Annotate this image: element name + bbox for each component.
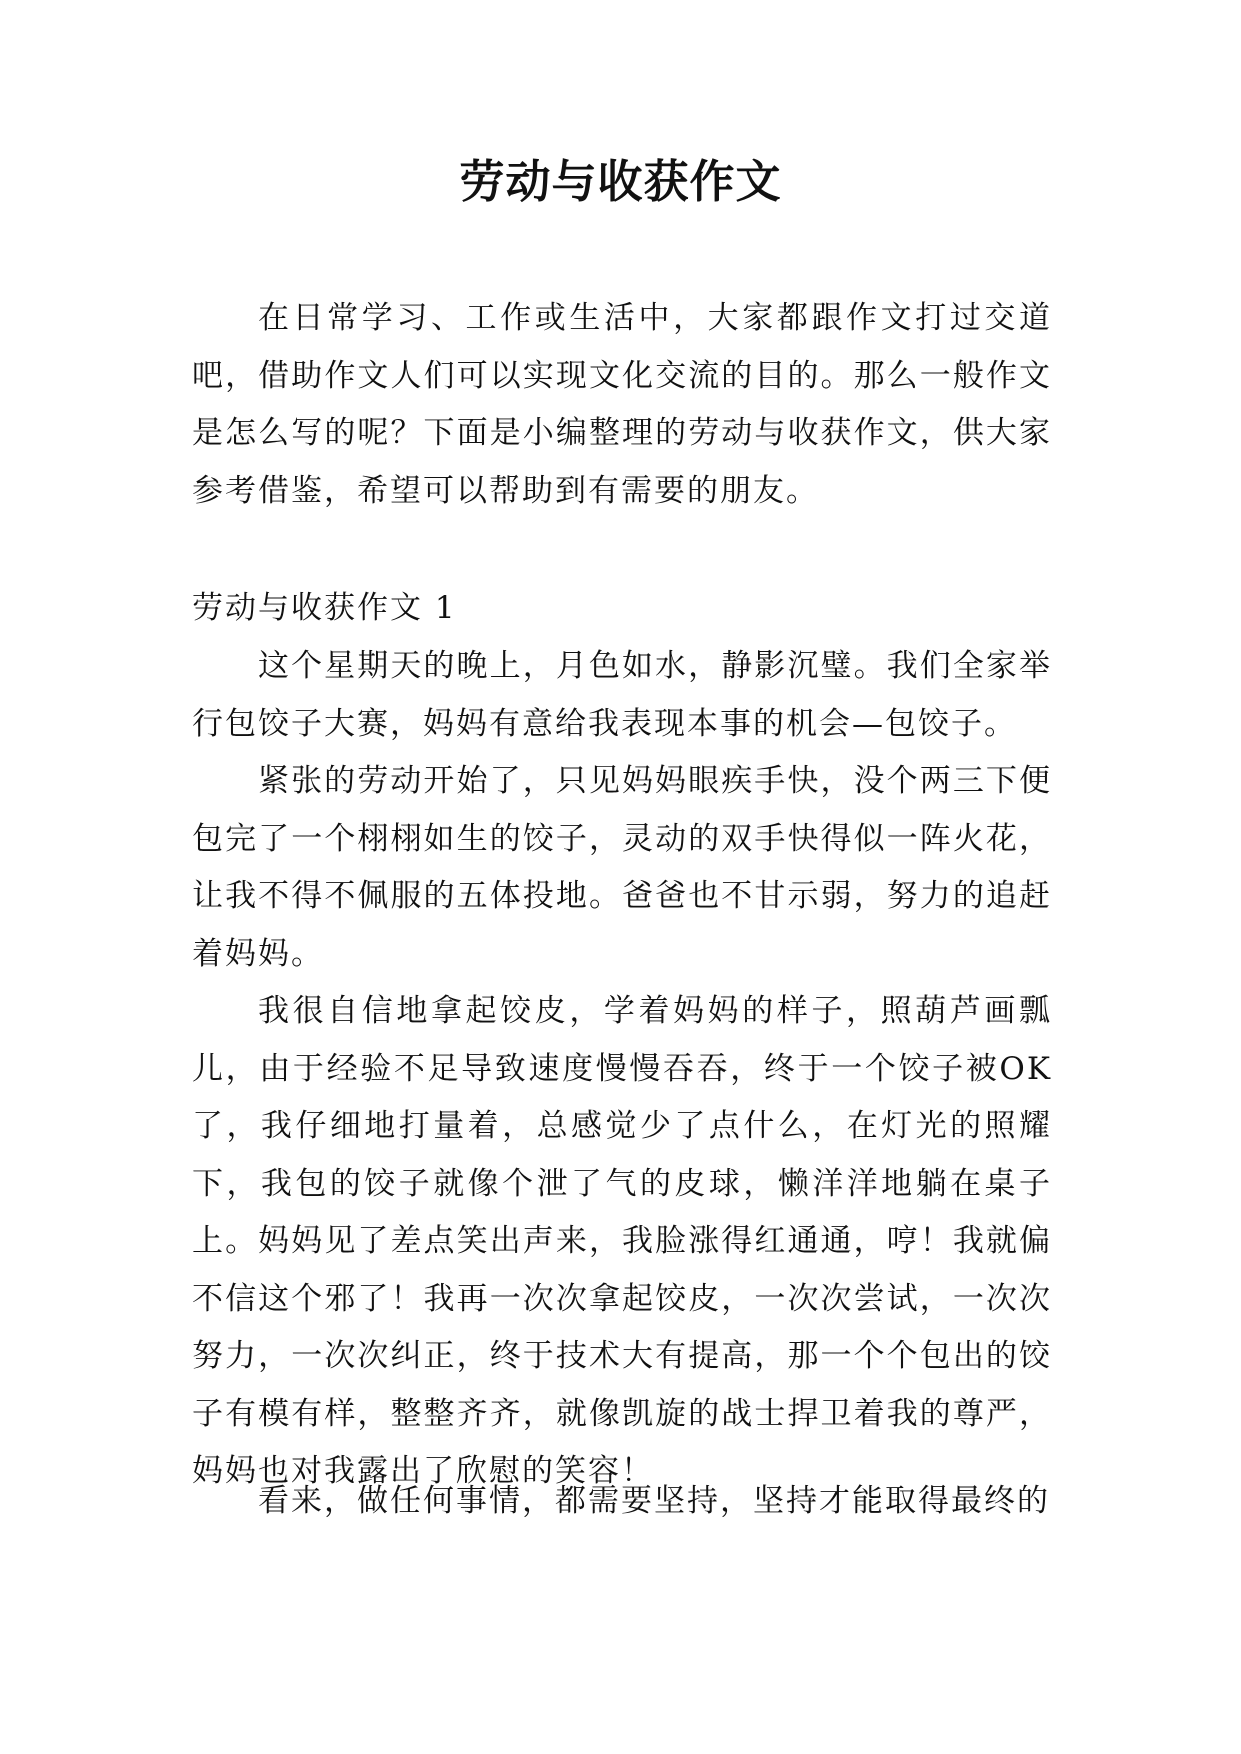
intro-paragraph: 在日常学习、工作或生活中，大家都跟作文打过交道吧，借助作文人们可以实现文化交流的目的。那么一般作文是怎么写的呢？下面是小编整理的劳动与收获作文，供大家参考借鉴，希望可以帮助到有需要的朋友。 <box>192 300 1052 509</box>
body-paragraph-2: 紧张的劳动开始了，只见妈妈眼疾手快，没个两三下便包完了一个栩栩如生的饺子，灵动的双手快得似一阵火花，让我不得不佩服的五体投地。爸爸也不甘示弱，努力的追赶着妈妈。 <box>192 763 1052 972</box>
body-paragraph-1: 这个星期天的晚上，月色如水，静影沉璧。我们全家举行包饺子大赛，妈妈有意给我表现本事的机会—包饺子。 <box>192 648 1052 742</box>
section-heading: 劳动与收获作文 1 <box>192 590 457 626</box>
body-paragraph-3: 我很自信地拿起饺皮，学着妈妈的样子，照葫芦画瓢儿，由于经验不足导致速度慢慢吞吞，终于一个饺子被OK了，我仔细地打量着，总感觉少了点什么，在灯光的照耀下，我包的饺子就像个泄了气的皮球，懒洋洋地躺在桌子上。妈妈见了差点笑出声来，我脸涨得红通通，哼！我就偏不信这个邪了！我再一次次拿起饺皮，一次次尝试，一次次努力，一次次纠正，终于技术大有提高，那一个个包出的饺子有模有样，整整齐齐，就像凯旋的战士捍卫着我的尊严，妈妈也对我露出了欣慰的笑容！ <box>192 993 1052 1489</box>
document-title: 劳动与收获作文 <box>459 155 782 208</box>
body-paragraph-4: 看来，做任何事情，都需要坚持，坚持才能取得最终的 <box>258 1483 1050 1519</box>
